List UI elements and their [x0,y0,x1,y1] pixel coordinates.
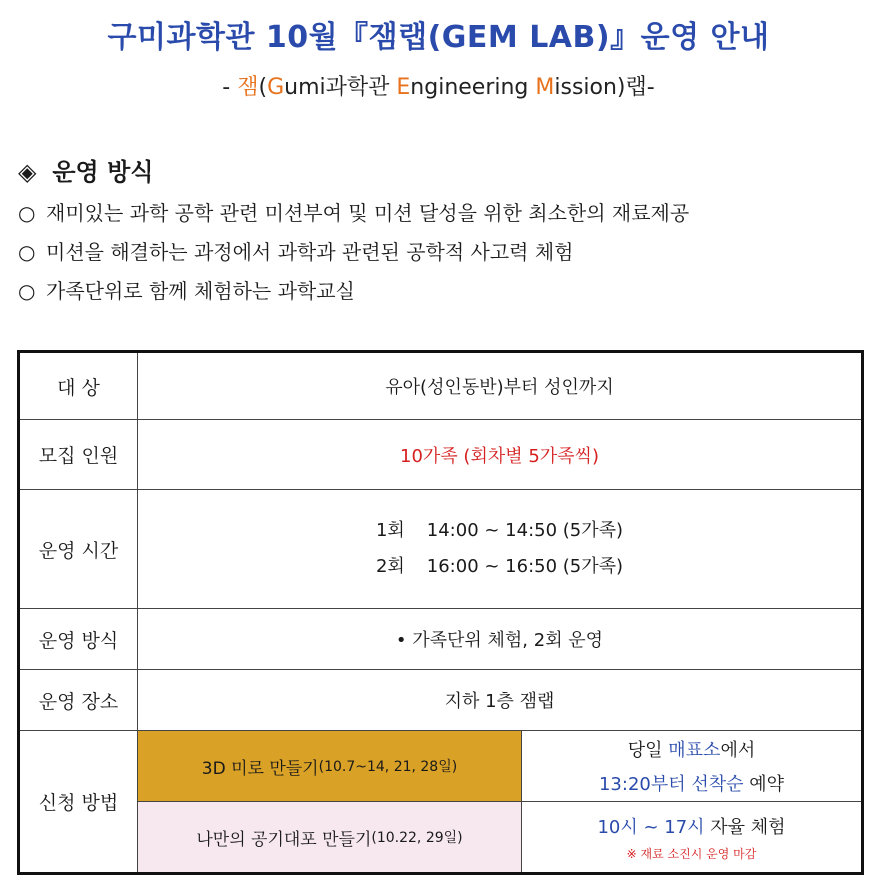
target-value: 유아(성인동반)부터 성인까지 [138,352,863,420]
list-item-text: 가족단위로 함께 체험하는 과학교실 [46,279,355,303]
table-row [19,352,863,420]
circle-bullet-icon: ○ [18,279,36,303]
place-value: 지하 1층 잼랩 [138,670,863,731]
session-1-time: 14:00 ~ 14:50 (5가족) [426,520,624,541]
method-list [18,198,689,315]
subtitle-letter-m: M [535,75,555,100]
method-label: 운영 방식 [19,609,138,670]
apply-info-2 [522,802,861,872]
list-item [18,198,689,237]
page-title: 구미과학관 10월『잼랩(GEM LAB)』운영 안내 [107,20,770,55]
list-item-text: 미션을 해결하는 과정에서 과학과 관련된 공학적 사고력 체험 [46,240,574,264]
session-1-no: 1회 [375,520,405,541]
subtitle-mission: ission)랩- [554,75,655,100]
apply-info-1 [522,731,861,801]
apply-line-2: 13:20부터 선착순 예약 [598,774,785,795]
page-subtitle [0,70,877,101]
target-label: 대 상 [19,352,138,420]
session-1 [138,513,861,549]
program-1-name: 3D 미로 만들기 [201,758,319,779]
hours-label: 운영 시간 [19,490,138,609]
apply-line-1: 당일 매표소에서 [627,740,756,761]
method-value: • 가족단위 체험, 2회 운영 [138,609,863,670]
subtitle-paren: ( [258,75,268,100]
material-note: ※ 재료 소진시 운영 마감 [626,846,757,861]
hours-value [138,490,863,609]
info-table [17,350,864,875]
subtitle-prefix: - [222,75,238,100]
session-2 [138,549,861,585]
recruit-value: 10가족 (회차별 5가족씩) [138,420,863,490]
apply-label: 신청 방법 [19,731,138,874]
subtitle-letter-e: E [396,75,411,100]
first-come: 선착순 [691,774,744,795]
program-1-dates: (10.7~14, 21, 28일) [318,759,458,775]
program-2 [138,802,522,872]
recruit-label: 모집 인원 [19,420,138,490]
section-heading-text: 운영 방식 [52,158,154,186]
program-1 [138,731,522,801]
table-row [19,731,863,874]
ticket-office: 매표소 [668,740,721,761]
apply-value [138,731,863,874]
apply-row-1 [138,731,861,802]
table-row [19,609,863,670]
table-row [19,490,863,609]
program-2-name: 나만의 공기대포 만들기 [196,829,372,850]
apply-row-2 [138,802,861,872]
program-2-dates: (10.22, 29일) [371,830,463,846]
subtitle-engineering: ngineering [410,75,536,100]
circle-bullet-icon: ○ [18,201,36,225]
subtitle-letter-g: G [267,75,285,100]
table-row [19,670,863,731]
session-2-no: 2회 [375,556,405,577]
list-item-text: 재미있는 과학 공학 관련 미션부여 및 미션 달성을 위한 최소한의 재료제공 [46,201,690,225]
section-heading [18,152,153,187]
apply-line-3: 10시 ~ 17시 자율 체험 [597,816,786,838]
subtitle-gem: 잼 [237,75,259,100]
table-row [19,420,863,490]
list-item [18,276,689,315]
session-2-time: 16:00 ~ 16:50 (5가족) [426,556,624,577]
diamond-bullet-icon: ◈ [18,158,37,186]
subtitle-gumi: umi과학관 [284,75,397,100]
place-label: 운영 장소 [19,670,138,731]
list-item [18,237,689,276]
circle-bullet-icon: ○ [18,240,36,264]
